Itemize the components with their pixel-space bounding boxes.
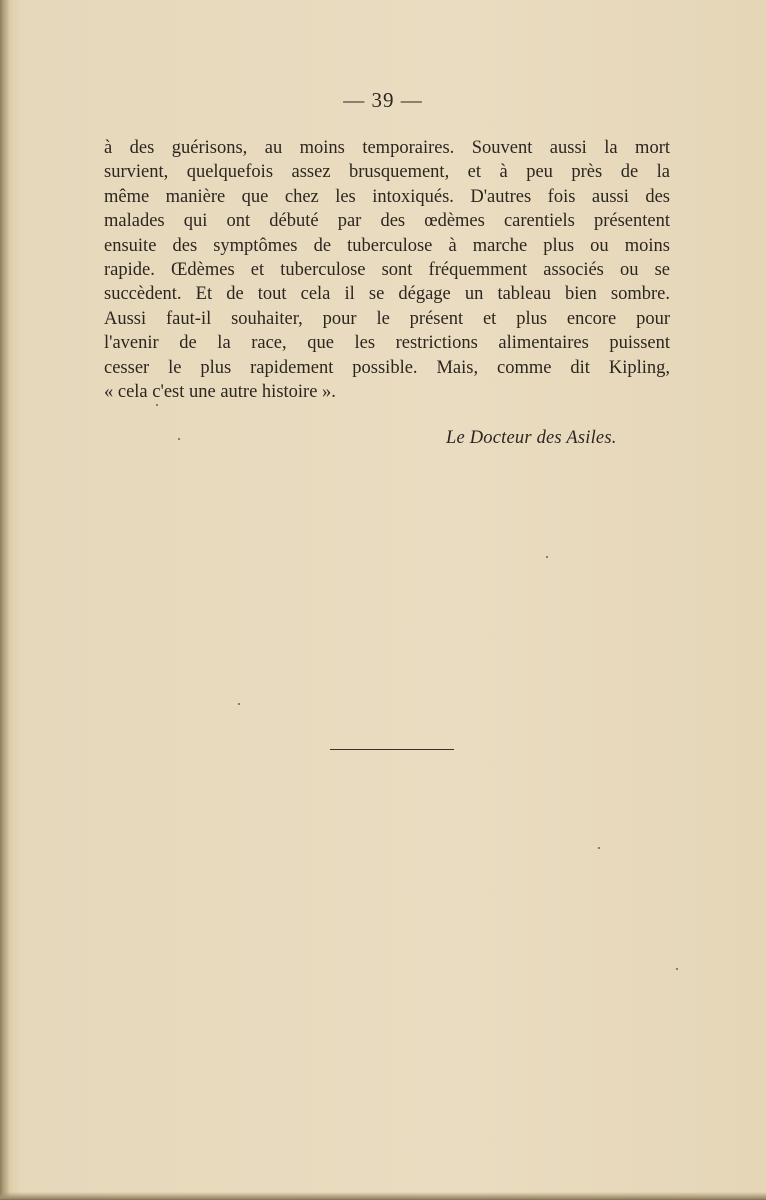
page-number: — 39 —	[343, 88, 423, 112]
page-binding-edge	[0, 0, 10, 1200]
page-bottom-edge	[0, 1192, 766, 1200]
text-line: Aussi faut-il souhaiter, pour le présent et plus encore pour	[104, 308, 670, 329]
author-signature: Le Docteur des Asiles.	[446, 428, 617, 448]
paper-speck	[156, 404, 158, 406]
text-line: même manière que chez les intoxiqués. D'autres fois aussi des	[104, 186, 670, 207]
text-line: « cela c'est une autre histoire ».	[104, 381, 336, 402]
paper-speck	[598, 847, 600, 849]
paper-speck	[178, 438, 180, 440]
text-line: survient, quelquefois assez brusquement, et à peu près de la	[104, 162, 670, 183]
paper-speck	[546, 556, 548, 558]
body-paragraph	[104, 136, 670, 404]
section-divider	[330, 749, 454, 750]
text-line: rapide. Œdèmes et tuberculose sont fréquemment associés ou se	[104, 259, 670, 280]
text-line: succèdent. Et de tout cela il se dégage un tableau bien sombre.	[104, 284, 670, 305]
text-line: l'avenir de la race, que les restrictions alimentaires puissent	[104, 333, 670, 354]
text-line: ensuite des symptômes de tuberculose à marche plus ou moins	[104, 235, 670, 256]
text-line: cesser le plus rapidement possible. Mais, comme dit Kipling,	[104, 357, 670, 378]
paper-speck	[676, 968, 678, 970]
paper-speck	[238, 703, 240, 705]
text-line: à des guérisons, au moins temporaires. Souvent aussi la mort	[104, 138, 670, 158]
text-line: malades qui ont débuté par des œdèmes carentiels présentent	[104, 211, 670, 232]
